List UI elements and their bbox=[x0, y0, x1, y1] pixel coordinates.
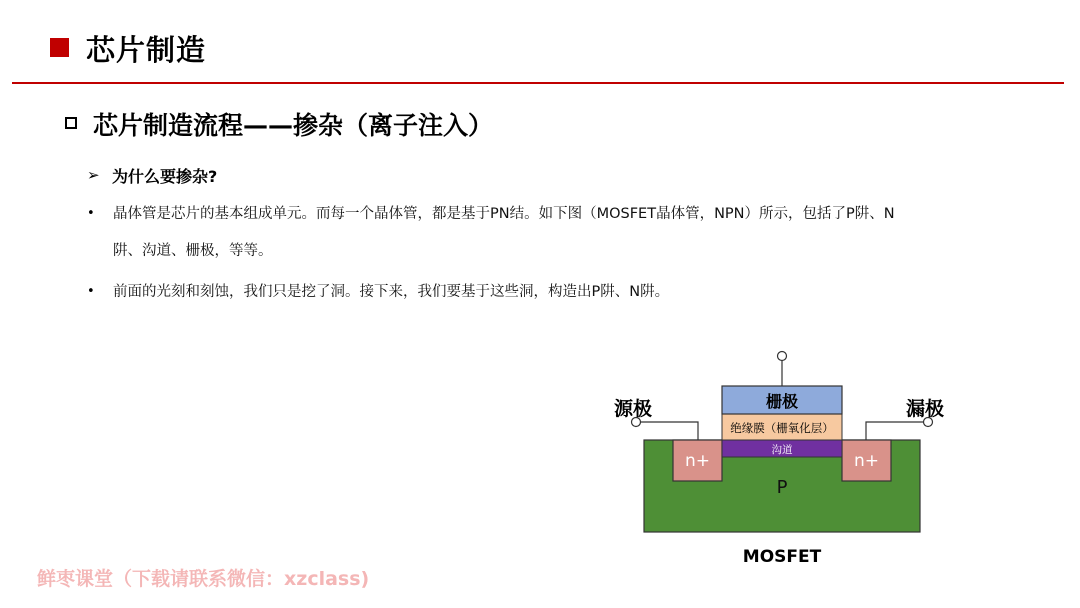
arrow-bullet-icon: ➢ bbox=[87, 166, 100, 184]
gate-label: 栅极 bbox=[765, 392, 798, 411]
header-divider bbox=[12, 82, 1064, 84]
gate-terminal-icon bbox=[778, 352, 787, 361]
hollow-square-bullet-icon bbox=[65, 117, 77, 129]
channel-label: 沟道 bbox=[771, 444, 793, 456]
bullet-dot-icon: • bbox=[87, 206, 95, 221]
header-square-icon bbox=[50, 38, 69, 57]
question-heading: 为什么要掺杂? bbox=[112, 167, 218, 186]
n-plus-right-label: n+ bbox=[853, 451, 880, 471]
paragraph-2: 前面的光刻和刻蚀，我们只是挖了洞。接下来，我们要基于这些洞，构造出P阱、N阱。 bbox=[113, 284, 670, 300]
n-plus-left-label: n+ bbox=[684, 451, 711, 471]
drain-label: 漏极 bbox=[906, 398, 945, 420]
paragraph-1-line-1: 晶体管是芯片的基本组成单元。而每一个晶体管，都是基于PN结。如下图（MOSFET晶体管，NPN）所示，包括了P阱、N bbox=[113, 206, 895, 222]
bullet-dot-icon: • bbox=[87, 284, 95, 299]
page-title: 芯片制造 bbox=[86, 33, 207, 67]
diagram-caption: MOSFET bbox=[742, 547, 822, 567]
watermark: 鲜枣课堂（下载请联系微信：xzclass) bbox=[37, 568, 370, 590]
section-title: 芯片制造流程——掺杂（离子注入） bbox=[93, 111, 494, 140]
oxide-label: 绝缘膜（栅氧化层） bbox=[730, 421, 834, 435]
source-label: 源极 bbox=[614, 398, 653, 420]
mosfet-figure bbox=[600, 345, 980, 575]
mosfet-diagram bbox=[600, 345, 980, 575]
p-substrate-label: P bbox=[776, 477, 788, 498]
paragraph-1-line-2: 阱、沟道、栅极，等等。 bbox=[113, 243, 273, 259]
